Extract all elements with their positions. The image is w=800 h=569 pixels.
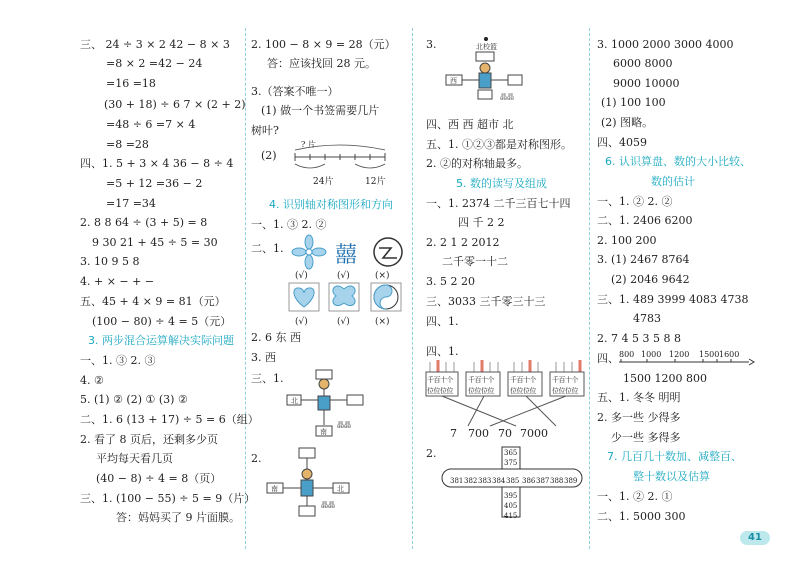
diagram-label: ? 片 [301,140,316,149]
answer-line: 5. (1) ② (2) ① (3) ② [80,393,188,406]
abacus-number: 7000 [520,427,548,440]
answer-line: 2. 100 − 8 × 9 = 28（元） [251,38,396,51]
svg-text:南: 南 [271,485,278,493]
diagram-label: 晶晶 [337,421,351,429]
diagram-label: 24片 [313,177,334,187]
direction-diagram-3 [442,36,522,108]
abacus-label: 位位位位 [552,387,578,395]
answer-line: (100 − 80) ÷ 4 = 5（元） [92,315,232,328]
abacus-number: 7 [450,427,457,440]
tree-number: 383 [478,477,492,485]
answer-line: 3.（答案不唯一） [251,85,339,98]
abacus-number: 70 [498,427,512,440]
abacus-number: 700 [468,427,489,440]
answer-line: 四、 [597,352,619,365]
answer-line: (1) 100 100 [601,96,666,109]
direction-diagram-1 [287,370,367,442]
abacus-label: 千百十个 [552,376,578,384]
section-heading: 5. 数的读写及组成 [456,177,547,190]
abacus-label: 位位位位 [468,387,494,395]
answer-line: =48 ÷ 6 =7 × 4 [106,118,196,131]
svg-text:北: 北 [337,485,344,493]
answer-line: (2) 2046 9642 [611,273,690,286]
abacus-label: 位位位位 [510,387,536,395]
answer-line: (40 − 8) ÷ 4 = 8（页） [96,472,222,485]
answer-line: 2. [251,452,262,465]
check-mark: (×) [375,271,390,281]
answer-line: =8 =28 [106,138,149,151]
answer-line: 二、1. 6 (13 + 17) ÷ 5 = 6（组） [80,413,259,426]
answer-line: 3. [426,38,437,51]
answer-line: =17 =34 [106,197,156,210]
diagram-label: 晶晶 [321,501,335,509]
symmetry-figures-row-2 [289,283,407,317]
answer-line: 三、1. [251,372,284,385]
number-line-label: 1600 [719,350,740,359]
answer-column-1 [0,0,259,569]
direction-diagram-2 [267,448,367,520]
section-heading: 数的估计 [651,175,695,188]
answer-line: 二、1. 2406 6200 [597,214,693,227]
tree-number: 389 [564,477,578,485]
answer-line: 一、1. ③ 2. ② [251,218,327,231]
answer-line: 9 30 21 + 45 ÷ 5 = 30 [92,236,218,249]
answer-line: 答：妈妈买了 9 片面膜。 [116,511,240,524]
answer-column-2 [245,0,412,569]
answer-line: 3. 10 9 5 8 [80,255,140,268]
answer-line: 四、1. [426,315,459,328]
answer-line: 五、1. ①②③都是对称图形。 [426,138,572,151]
answer-line: (1) 做一个书签需要几片 [261,104,380,117]
tree-number: 415 [504,512,518,520]
answer-line: 四、4059 [597,136,647,149]
abacus-label: 千百十个 [510,376,536,384]
answer-line: 三、 24 ÷ 3 × 2 42 − 8 × 3 [80,38,230,51]
answer-line: 4. + × − + − [80,275,155,288]
check-mark: (√) [337,317,350,327]
answer-column-4 [589,0,800,569]
spiral-figure [374,238,402,266]
abacus-label: 千百十个 [427,376,453,384]
answer-line: 2. 6 东 西 [251,331,301,344]
answer-line: 四 千 2 2 [458,216,505,229]
answer-line: 三、1. 489 3999 4083 4738 [597,293,749,306]
answer-line: 少一些 多得多 [611,431,681,444]
answer-line: 4783 [633,312,661,325]
section-heading: 7. 几百几十数加、减整百、 [607,450,742,463]
answer-line: =5 + 12 =36 − 2 [106,177,203,190]
abacus-label: 千百十个 [468,376,494,384]
tree-number: 365 [504,449,518,457]
answer-line: 五、45 + 4 × 9 = 81（元） [80,295,226,308]
answer-line: 6000 8000 [613,57,673,70]
answer-line: 四、西 西 超市 北 [426,118,514,131]
answer-line: 三、1. (100 − 55) ÷ 5 = 9（片） [80,492,256,505]
check-mark: (√) [295,271,308,281]
answer-line: 1500 1200 800 [623,372,707,385]
answer-line: (2) [261,149,277,162]
answer-line: 二、1. 5000 300 [597,510,686,523]
answer-line: 2. ②的对称轴最多。 [426,157,528,170]
answer-line: 四、1. [426,345,459,358]
check-mark: (√) [295,317,308,327]
tree-number: 386 [522,477,536,485]
answer-line: 五、1. 冬冬 明明 [597,391,681,404]
answer-line: 2. [426,447,437,460]
tree-number: 395 [504,492,518,500]
number-line-label: 1200 [669,350,690,359]
svg-text:北校篮: 北校篮 [476,43,497,51]
svg-text:晶晶: 晶晶 [500,93,514,101]
answer-line: 2. 看了 8 页后，还剩多少页 [80,433,218,446]
answer-line: =8 × 2 =42 − 24 [106,57,203,70]
answer-line: 答：应该找回 28 元。 [267,57,376,70]
answer-line: 二千零一十二 [442,255,508,268]
diagram-label: 12片 [365,177,386,187]
tree-number: 405 [504,502,518,510]
check-mark: (×) [375,317,390,327]
answer-line: 三、3033 三千零三十三 [426,295,546,308]
answer-line: 一、1. ② 2. ② [597,195,673,208]
number-line-label: 1500 [699,350,720,359]
abacus-label: 位位位位 [427,387,453,395]
answer-line: 2. 多一些 少得多 [597,411,681,424]
section-heading: 3. 两步混合运算解决实际问题 [88,334,234,347]
answer-line: 3. 5 2 20 [426,275,475,288]
answer-line: 一、1. ③ 2. ③ [80,354,156,367]
check-mark: (√) [337,271,350,281]
tree-number: 382 [464,477,478,485]
number-line-label: 800 [619,350,635,359]
answer-line: 4. ② [80,374,104,387]
answer-line: (30 + 18) ÷ 6 7 × (2 + 2) [104,98,246,111]
answer-line: 一、1. 2374 二千三百七十四 [426,197,571,210]
section-heading: 整十数以及估算 [633,470,710,483]
answer-line: (2) 图略。 [601,116,654,129]
svg-text:西: 西 [450,77,457,85]
tree-number: 384 [492,477,506,485]
answer-line: 9000 10000 [613,77,680,90]
tree-number: 387 [536,477,550,485]
section-heading: 4. 识别轴对称图形和方向 [269,198,393,211]
svg-text:南: 南 [320,428,327,436]
answer-line: 2. 100 200 [597,234,657,247]
answer-line: 3. (1) 2467 8764 [597,253,690,266]
page-number-badge: 41 [740,531,770,545]
answer-line: 2. 8 8 64 ÷ (3 + 5) = 8 [80,216,208,229]
answer-line: 2. 2 1 2 2012 [426,236,500,249]
answer-line: 树叶? [251,124,279,137]
tree-number: 388 [550,477,564,485]
answer-line: 二、1. [251,242,284,255]
answer-line: 一、1. ② 2. ① [597,490,673,503]
answer-line: 平均每天看几页 [96,452,173,465]
symmetry-figures-row-1 [293,236,408,276]
answer-line: 2. 7 4 5 3 5 8 8 [597,332,681,345]
answer-line: 四、1. 5 + 3 × 4 36 − 8 ÷ 4 [80,157,234,170]
pinwheel-figure [292,235,326,269]
section-heading: 6. 认识算盘、数的大小比较、 [605,155,751,168]
answer-line: =16 =18 [106,77,156,90]
tree-number: 385 [506,477,520,485]
number-line-label: 1000 [641,350,662,359]
double-happiness-figure: 囍 [335,243,358,268]
answer-line: 3. 西 [251,351,276,364]
answer-line: 3. 1000 2000 3000 4000 [597,38,734,51]
tree-number: 375 [504,459,518,467]
svg-text:北: 北 [291,397,298,405]
tree-number: 381 [450,477,464,485]
answer-column-3 [412,0,589,569]
